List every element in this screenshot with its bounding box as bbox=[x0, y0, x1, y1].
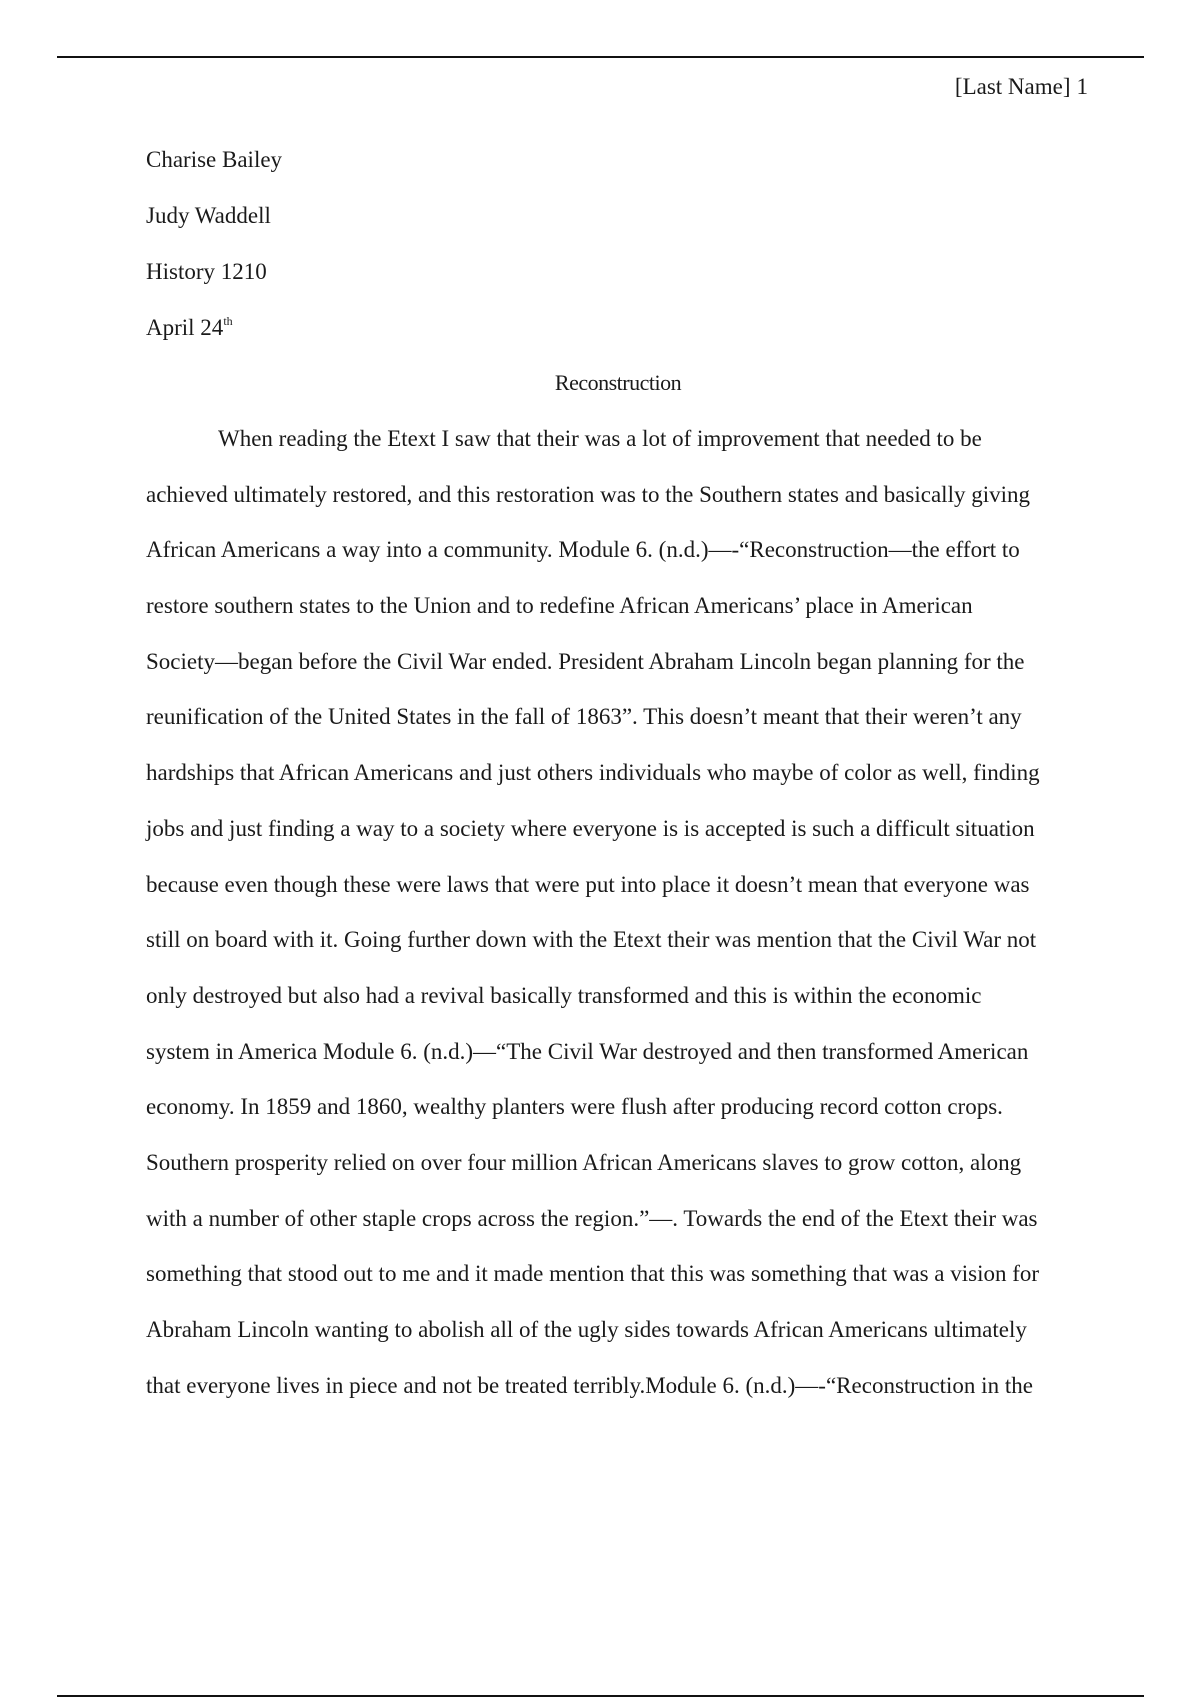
student-name: Charise Bailey bbox=[146, 147, 283, 172]
date-suffix: th bbox=[223, 314, 233, 328]
body-line: When reading the Etext I saw that their was a lot of improvement that needed to be bbox=[218, 426, 982, 451]
body-line: economy. In 1859 and 1860, wealthy planters were flush after producing record cotton crops. bbox=[146, 1094, 1003, 1120]
header-page-number: 1 bbox=[1076, 74, 1088, 99]
date-line bbox=[146, 311, 282, 367]
document-title: Reconstruction bbox=[554, 370, 682, 395]
date-text: April 24 bbox=[146, 315, 224, 340]
instructor-name: Judy Waddell bbox=[146, 203, 271, 228]
body-line: Society—began before the Civil War ended. President Abraham Lincoln began planning for the bbox=[146, 648, 1025, 674]
header-last-name: [Last Name] bbox=[954, 74, 1071, 99]
body-line: only destroyed but also had a revival basically transformed and this is within the economic bbox=[146, 982, 982, 1008]
body-line: something that stood out to me and it made mention that this was something that was a vision for bbox=[146, 1261, 1040, 1287]
body-line: because even though these were laws that were put into place it doesn’t mean that everyone was bbox=[146, 871, 1030, 897]
body-line: with a number of other staple crops across the region.”—. Towards the end of the Etext their was bbox=[146, 1205, 1038, 1231]
body-line: restore southern states to the Union and to redefine African Americans’ place in American bbox=[146, 593, 973, 619]
body-line: African Americans a way into a community. Module 6. (n.d.)—-“Reconstruction—the effort to bbox=[146, 537, 1020, 563]
body-line: Southern prosperity relied on over four million African Americans slaves to grow cotton, along bbox=[146, 1149, 1022, 1175]
body-line: reunification of the United States in the fall of 1863”. This doesn’t meant that their weren’t any bbox=[146, 704, 1022, 730]
body-line: Abraham Lincoln wanting to abolish all of the ugly sides towards African Americans ultimately bbox=[146, 1317, 1027, 1342]
body-line: jobs and just finding a way to a society where everyone is is accepted is such a difficult situation bbox=[146, 815, 1035, 841]
body-line: achieved ultimately restored, and this restoration was to the Southern states and basically giving bbox=[146, 481, 1030, 507]
body-line: hardships that African Americans and just others individuals who maybe of color as well, finding bbox=[146, 760, 1040, 786]
body-paragraph bbox=[146, 423, 1091, 1425]
bottom-rule bbox=[57, 1695, 1144, 1697]
body-line: still on board with it. Going further down with the Etext their was mention that the Civil War not bbox=[146, 927, 1037, 953]
course-name: History 1210 bbox=[146, 259, 267, 284]
running-header bbox=[955, 72, 1088, 102]
top-rule bbox=[57, 56, 1144, 58]
body-line: system in America Module 6. (n.d.)—“The Civil War destroyed and then transformed American bbox=[146, 1038, 1029, 1064]
mla-heading bbox=[146, 143, 282, 367]
body-line: that everyone lives in piece and not be treated terribly.Module 6. (n.d.)—-“Reconstruction in the bbox=[146, 1372, 1033, 1398]
